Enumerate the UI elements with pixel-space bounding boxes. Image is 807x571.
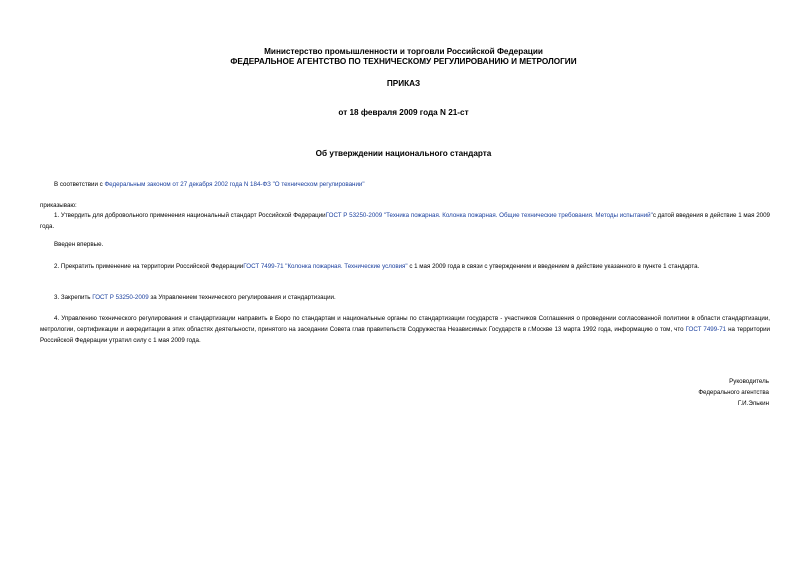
paragraph-basis-text: В соответствии с [54,181,105,188]
item-3-suffix: за Управлением технического регулирования и стандартизации. [148,294,336,301]
gost-r-53250-short-link[interactable]: ГОСТ Р 53250-2009 [92,294,149,301]
paragraph-item-1 [40,210,770,232]
document-type-heading: ПРИКАЗ [386,79,421,88]
agency-heading: ФЕДЕРАЛЬНОЕ АГЕНТСТВО ПО ТЕХНИЧЕСКОМУ РЕГУЛИРОВАНИЮ И МЕТРОЛОГИИ [230,57,577,66]
signature-name: Г.И.Элькин [737,400,769,407]
paragraph-basis [40,179,770,190]
gost-r-53250-link[interactable]: ГОСТ Р 53250-2009 "Техника пожарная. Колонка пожарная. Общие технические требования. Методы испытаний" [325,212,653,219]
paragraph-item-2 [40,261,770,272]
item-2-suffix: с 1 мая 2009 года в связи с утверждением и введением в действие указанного в пункте 1 стандарта. [407,263,700,270]
signature-organization: Федерального агентства [698,389,769,396]
paragraph-order-word: приказываю: [40,202,77,209]
date-number-heading: от 18 февраля 2009 года N 21-ст [338,108,469,117]
federal-law-link[interactable]: Федеральным законом от 27 декабря 2002 года N 184-ФЗ "О техническом регулировании" [104,181,365,188]
paragraph-first-introduced: Введен впервые. [54,241,104,248]
item-1-text: 1. Утвердить для добровольного применения национальный стандарт Российской Федерации [54,212,326,219]
gost-7499-71-short-link[interactable]: ГОСТ 7499-71 [685,326,727,333]
ministry-heading: Министерство промышленности и торговли Российской Федерации [264,47,543,56]
signature-title: Руководитель [729,378,769,385]
paragraph-item-4 [40,313,770,346]
item-4-text: 4. Управлению технического регулирования и стандартизации направить в Бюро по стандартам и национальные органы по стандартизации государств - участников Соглашения о проведении согласованной политики в области стандартизации, метрологии, сертификации и аккредитации в этих областях деятельности, принятого на заседании Совета глав правительств Содружества Независимых Государств в г.Москве 13 марта 1992 года, информацию о том, что [40,315,770,333]
item-3-text: 3. Закрепить [54,294,93,301]
subject-heading: Об утверждении национального стандарта [315,149,492,158]
item-1-suffix: с датой введения в действие 1 мая 2009 года. [40,212,770,230]
item-4-suffix: на территории Российской Федерации утратил силу с 1 мая 2009 года. [40,326,771,344]
gost-7499-71-full-link[interactable]: ГОСТ 7499-71 "Колонка пожарная. Технические условия" [243,263,408,270]
paragraph-item-3 [40,292,770,303]
item-2-text: 2. Прекратить применение на территории Российской Федерации [54,263,244,270]
